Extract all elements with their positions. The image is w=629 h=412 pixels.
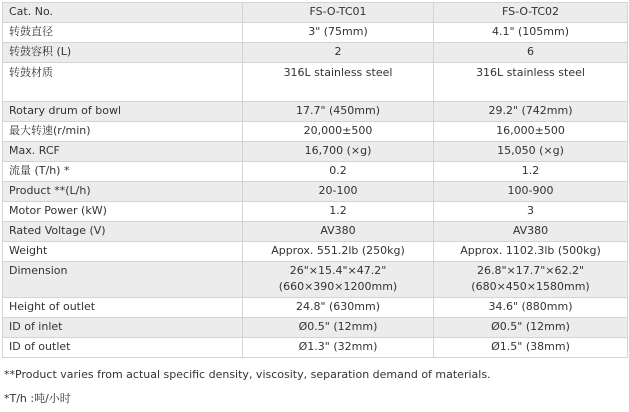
row-value-2: 16,000±500 <box>434 122 628 142</box>
row-value-1: 17.7" (450mm) <box>243 102 434 122</box>
row-value-2: 4.1" (105mm) <box>434 23 628 43</box>
table-row <box>3 63 628 102</box>
row-value-1: Approx. 551.2lb (250kg) <box>243 242 434 262</box>
table-row <box>3 262 628 298</box>
dimension-inches: 26"×15.4"×47.2" <box>289 264 387 277</box>
row-value-1: AV380 <box>243 222 434 242</box>
row-label: Product **(L/h) <box>3 182 243 202</box>
table-row <box>3 102 628 122</box>
row-label: 转鼓材质 <box>3 63 243 102</box>
dimension-mm: (680×450×1580mm) <box>471 280 590 293</box>
footnote-unit: *T/h :吨/小时 <box>4 392 71 405</box>
row-value-1: Ø0.5" (12mm) <box>243 318 434 338</box>
footnotes <box>4 368 491 406</box>
row-value-1: 0.2 <box>243 162 434 182</box>
table-row <box>3 142 628 162</box>
row-value-2: 15,050 (×g) <box>434 142 628 162</box>
row-value-2: 3 <box>434 202 628 222</box>
row-value-2: Approx. 1102.3lb (500kg) <box>434 242 628 262</box>
row-value-1: 16,700 (×g) <box>243 142 434 162</box>
dimension-inches: 26.8"×17.7"×62.2" <box>476 264 585 277</box>
row-value-1: 3" (75mm) <box>243 23 434 43</box>
row-label: 流量 (T/h) * <box>3 162 243 182</box>
table-row <box>3 202 628 222</box>
row-label: 最大转速(r/min) <box>3 122 243 142</box>
row-value-1: Ø1.3" (32mm) <box>243 338 434 358</box>
row-label: Max. RCF <box>3 142 243 162</box>
row-value-1: 24.8" (630mm) <box>243 298 434 318</box>
row-value-1 <box>243 262 434 298</box>
row-label: Height of outlet <box>3 298 243 318</box>
row-label: Rated Voltage (V) <box>3 222 243 242</box>
table-row <box>3 338 628 358</box>
row-label: Rotary drum of bowl <box>3 102 243 122</box>
row-value-2 <box>434 262 628 298</box>
table-row <box>3 298 628 318</box>
row-value-2: 100-900 <box>434 182 628 202</box>
row-value-2: Ø1.5" (38mm) <box>434 338 628 358</box>
row-value-1: 1.2 <box>243 202 434 222</box>
row-value-2: 1.2 <box>434 162 628 182</box>
table-row <box>3 182 628 202</box>
row-value-2: 29.2" (742mm) <box>434 102 628 122</box>
row-label: ID of outlet <box>3 338 243 358</box>
row-label: 转鼓容积 (L) <box>3 43 243 63</box>
row-value-1: 316L stainless steel <box>243 63 434 102</box>
row-value-1: 2 <box>243 43 434 63</box>
spec-table <box>2 2 628 358</box>
table-row <box>3 43 628 63</box>
row-value-2: 34.6" (880mm) <box>434 298 628 318</box>
row-label: ID of inlet <box>3 318 243 338</box>
table-row <box>3 242 628 262</box>
row-value-2: Ø0.5" (12mm) <box>434 318 628 338</box>
row-value-1: 20-100 <box>243 182 434 202</box>
dimension-mm: (660×390×1200mm) <box>278 280 398 293</box>
table-row <box>3 162 628 182</box>
row-label: Motor Power (kW) <box>3 202 243 222</box>
footnote-product: **Product varies from actual specific density, viscosity, separation demand of materials. <box>4 368 491 381</box>
header-cat-no: Cat. No. <box>3 3 243 23</box>
table-row <box>3 222 628 242</box>
header-model-1: FS-O-TC01 <box>243 3 434 23</box>
row-label: Weight <box>3 242 243 262</box>
row-label: 转鼓直径 <box>3 23 243 43</box>
table-row <box>3 318 628 338</box>
table-header-row <box>3 3 628 23</box>
row-value-2: 316L stainless steel <box>434 63 628 102</box>
row-value-2: AV380 <box>434 222 628 242</box>
header-model-2: FS-O-TC02 <box>434 3 628 23</box>
row-label: Dimension <box>3 262 243 298</box>
table-row <box>3 23 628 43</box>
row-value-1: 20,000±500 <box>243 122 434 142</box>
table-row <box>3 122 628 142</box>
row-value-2: 6 <box>434 43 628 63</box>
